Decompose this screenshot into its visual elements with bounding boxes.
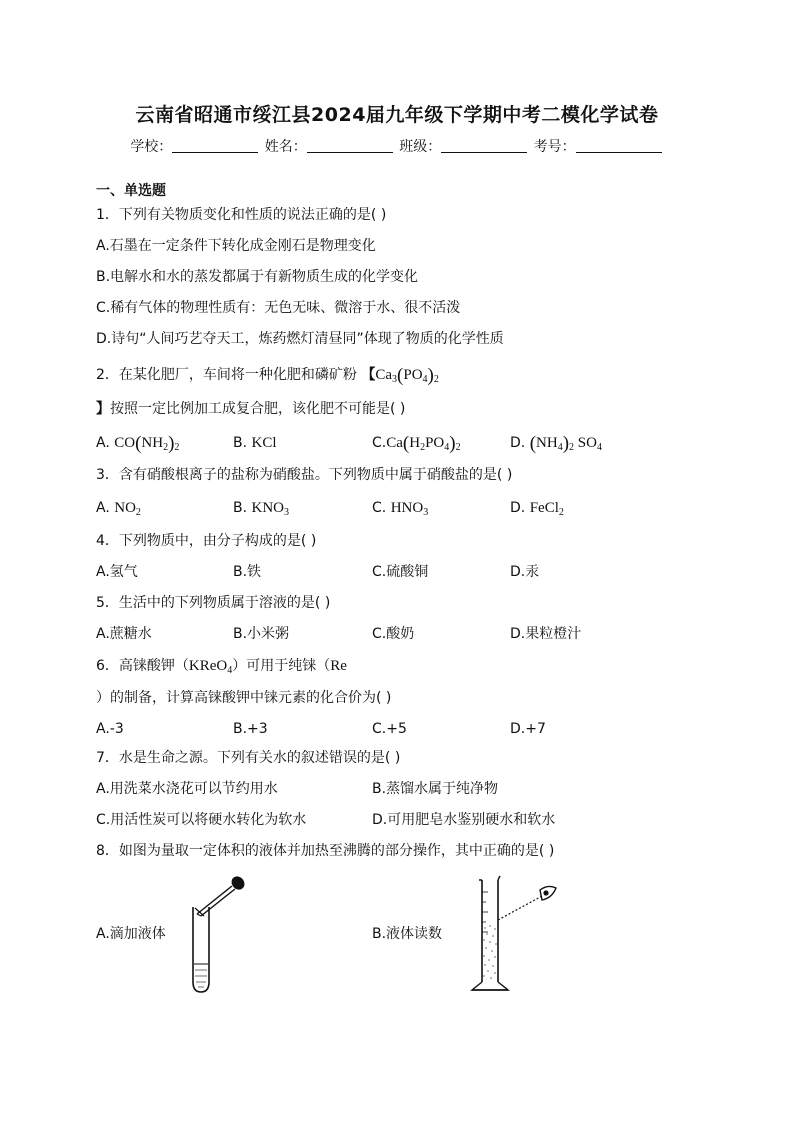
dropper-test-tube-illustration — [180, 872, 250, 997]
school-blank[interactable] — [172, 138, 258, 153]
q6-option-d: D.+7 — [510, 721, 546, 737]
q8-option-a: A.滴加液体 — [96, 926, 166, 942]
q8-stem: 8．如图为量取一定体积的液体并加热至沸腾的部分操作，其中正确的是( ) — [96, 843, 555, 859]
q5-stem: 5．生活中的下列物质属于溶液的是( ) — [96, 595, 331, 611]
class-label: 班级： — [399, 139, 442, 155]
exam-no-blank[interactable] — [576, 138, 662, 153]
page-title: 云南省昭通市绥江县2024届九年级下学期中考二模化学试卷 — [135, 104, 659, 126]
q4-option-b: B.铁 — [233, 564, 262, 580]
q2-formula-ca3po42: $Ca_3(PO_4)_2$ — [375, 365, 439, 386]
q4-stem: 4．下列物质中，由分子构成的是( ) — [96, 533, 317, 549]
student-info-row — [0, 136, 794, 156]
q6-stem-cont: ）的制备，计算高铼酸钾中铼元素的化合价为( ) — [96, 690, 392, 706]
q4-option-c: C.硫酸铜 — [372, 564, 429, 580]
q7-option-c: C.用活性炭可以将硬水转化为软水 — [96, 812, 307, 828]
q2-option-d: D. $(NH_4)_2$ $SO_4$ — [510, 433, 602, 454]
q6-option-a: A.-3 — [96, 721, 124, 737]
q4-option-a: A.氢气 — [96, 564, 138, 580]
q8-option-b: B.液体读数 — [372, 926, 443, 942]
q7-stem: 7．水是生命之源。下列有关水的叙述错误的是( ) — [96, 750, 401, 766]
q1-stem: 1．下列有关物质变化和性质的说法正确的是( ) — [96, 207, 387, 223]
q6-stem: 6．高铼酸钾（KReO$_4$）可用于纯铼（Re — [96, 658, 347, 676]
q6-option-b: B.+3 — [233, 721, 268, 737]
q7-option-d: D.可用肥皂水鉴别硬水和软水 — [372, 812, 556, 828]
q3-option-b: B. $KNO_3$ — [233, 500, 290, 518]
q2-stem-cont: 】按照一定比例加工成复合肥，该化肥不可能是( ) — [96, 401, 406, 417]
q5-option-d: D.果粒橙汁 — [510, 626, 582, 642]
class-blank[interactable] — [441, 138, 527, 153]
q3-option-d: D. FeCl$_2$ — [510, 500, 564, 518]
q5-option-b: B.小米粥 — [233, 626, 290, 642]
graduated-cylinder-illustration — [462, 872, 562, 997]
school-label: 学校： — [130, 139, 173, 155]
q1-option-b: B.电解水和水的蒸发都属于有新物质生成的化学变化 — [96, 269, 419, 285]
q2-stem: 2．在某化肥厂，车间将一种化肥和磷矿粉 【$Ca_3(PO_4)_2$ — [96, 365, 439, 386]
q5-option-c: C.酸奶 — [372, 626, 415, 642]
name-blank[interactable] — [307, 138, 393, 153]
exam-no-label: 考号： — [533, 139, 576, 155]
q2-option-b: B. KCl — [233, 435, 277, 451]
q4-option-d: D.汞 — [510, 564, 540, 580]
q7-option-a: A.用洗菜水浇花可以节约用水 — [96, 781, 278, 797]
q5-option-a: A.蔗糖水 — [96, 626, 152, 642]
q1-option-d: D.诗句“人间巧艺夺天工，炼药燃灯清昼同”体现了物质的化学性质 — [96, 331, 504, 347]
name-label: 姓名： — [264, 139, 307, 155]
q6-option-c: C.+5 — [372, 721, 407, 737]
q3-stem: 3．含有硝酸根离子的盐称为硝酸盐。下列物质中属于硝酸盐的是( ) — [96, 467, 513, 483]
q1-option-a: A.石墨在一定条件下转化成金刚石是物理变化 — [96, 238, 376, 254]
q3-option-a: A. $NO_2$ — [96, 500, 141, 518]
q1-option-c: C.稀有气体的物理性质有：无色无味、微溶于水、很不活泼 — [96, 300, 461, 316]
q2-option-c: $C.Ca(H_2PO_4)_2$ — [372, 433, 461, 454]
q2-option-a: A. $CO(NH_2)_2$ — [96, 433, 180, 454]
q7-option-b: B.蒸馏水属于纯净物 — [372, 781, 499, 797]
q3-option-c: C. $HNO_3$ — [372, 500, 429, 518]
section-heading: 一、单选题 — [96, 183, 166, 199]
